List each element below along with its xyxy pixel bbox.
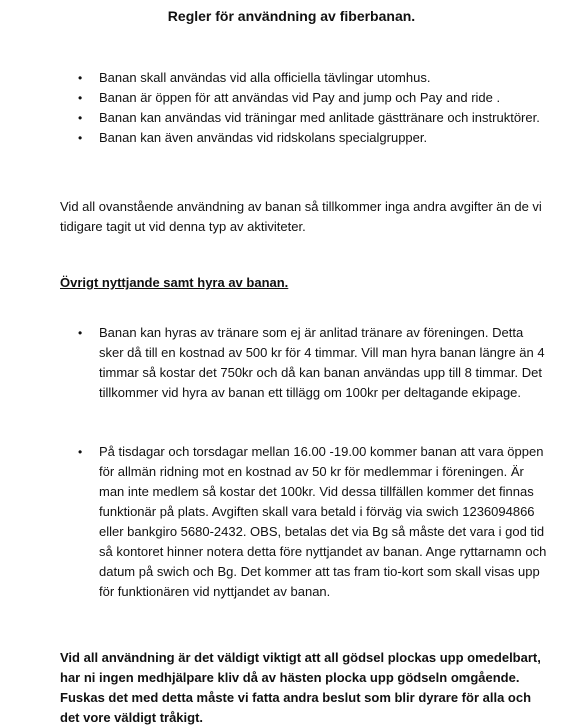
bullet-icon: •: [78, 445, 83, 459]
section-heading: Övrigt nyttjande samt hyra av banan.: [60, 275, 289, 290]
list-item-text: Banan kan även användas vid ridskolans specialgrupper.: [99, 130, 428, 145]
bullet-icon: •: [78, 131, 83, 145]
list-item-text: Banan kan hyras av tränare som ej är anlitad tränare av föreningen. Detta sker då till en kostnad av 500 kr för 4 timmar. Vill man hyra banan längre än 4 timmar så kostar det 750kr och då kan banan användas upp till 8 timmar. Det tillkommer vid hyra av banan ett tillägg om 100kr per deltagande ekipage.: [99, 325, 545, 400]
closing-paragraph: Vid all användning är det väldigt viktigt att all gödsel plockas upp omedelbart, har ni ingen medhjälpare kliv då av hästen plocka upp gödseln omgående. Fuskas det med detta måste vi fatta andra beslut som blir dyrare för alla och det vore väldigt tråkigt.: [60, 650, 541, 725]
list-item: [78, 68, 548, 88]
list-item-text: Banan är öppen för att användas vid Pay and jump och Pay and ride .: [99, 90, 501, 105]
list-item: [78, 108, 548, 128]
usage-list: [78, 68, 548, 148]
list-item: [78, 323, 548, 403]
public-riding-list: [78, 442, 548, 602]
bullet-icon: •: [78, 91, 83, 105]
rental-list: [78, 323, 548, 403]
list-item: [78, 442, 548, 602]
fee-paragraph: Vid all ovanstående användning av banan så tillkommer inga andra avgifter än de vi tidigare tagit ut vid denna typ av aktiviteter.: [60, 199, 542, 234]
list-item-text: På tisdagar och torsdagar mellan 16.00 -19.00 kommer banan att vara öppen för allmän ridning mot en kostnad av 50 kr för medlemmar i föreningen. Är man inte medlem så kostar det 100kr. Vid dessa tillfällen kommer det finnas funktionär på plats. Avgiften skall vara betald i förväg via swich 1236094866 eller bankgiro 5680-2432. OBS, betalas det via Bg så måste det vara i god tid så kontoret hinner notera detta före nyttjandet av banan. Ange ryttarnamn och datum på swich och Bg. Det kommer att tas fram tio-kort som skall visas upp för funktionären vid nyttjandet av banan.: [99, 444, 547, 599]
bullet-icon: •: [78, 326, 83, 340]
list-item-text: Banan kan användas vid träningar med anlitade gästtränare och instruktörer.: [99, 110, 540, 125]
bullet-icon: •: [78, 71, 83, 85]
document-title: Regler för användning av fiberbanan.: [167, 8, 416, 24]
bullet-icon: •: [78, 111, 83, 125]
list-item: [78, 88, 548, 108]
list-item-text: Banan skall användas vid alla officiella tävlingar utomhus.: [99, 70, 431, 85]
list-item: [78, 128, 548, 148]
